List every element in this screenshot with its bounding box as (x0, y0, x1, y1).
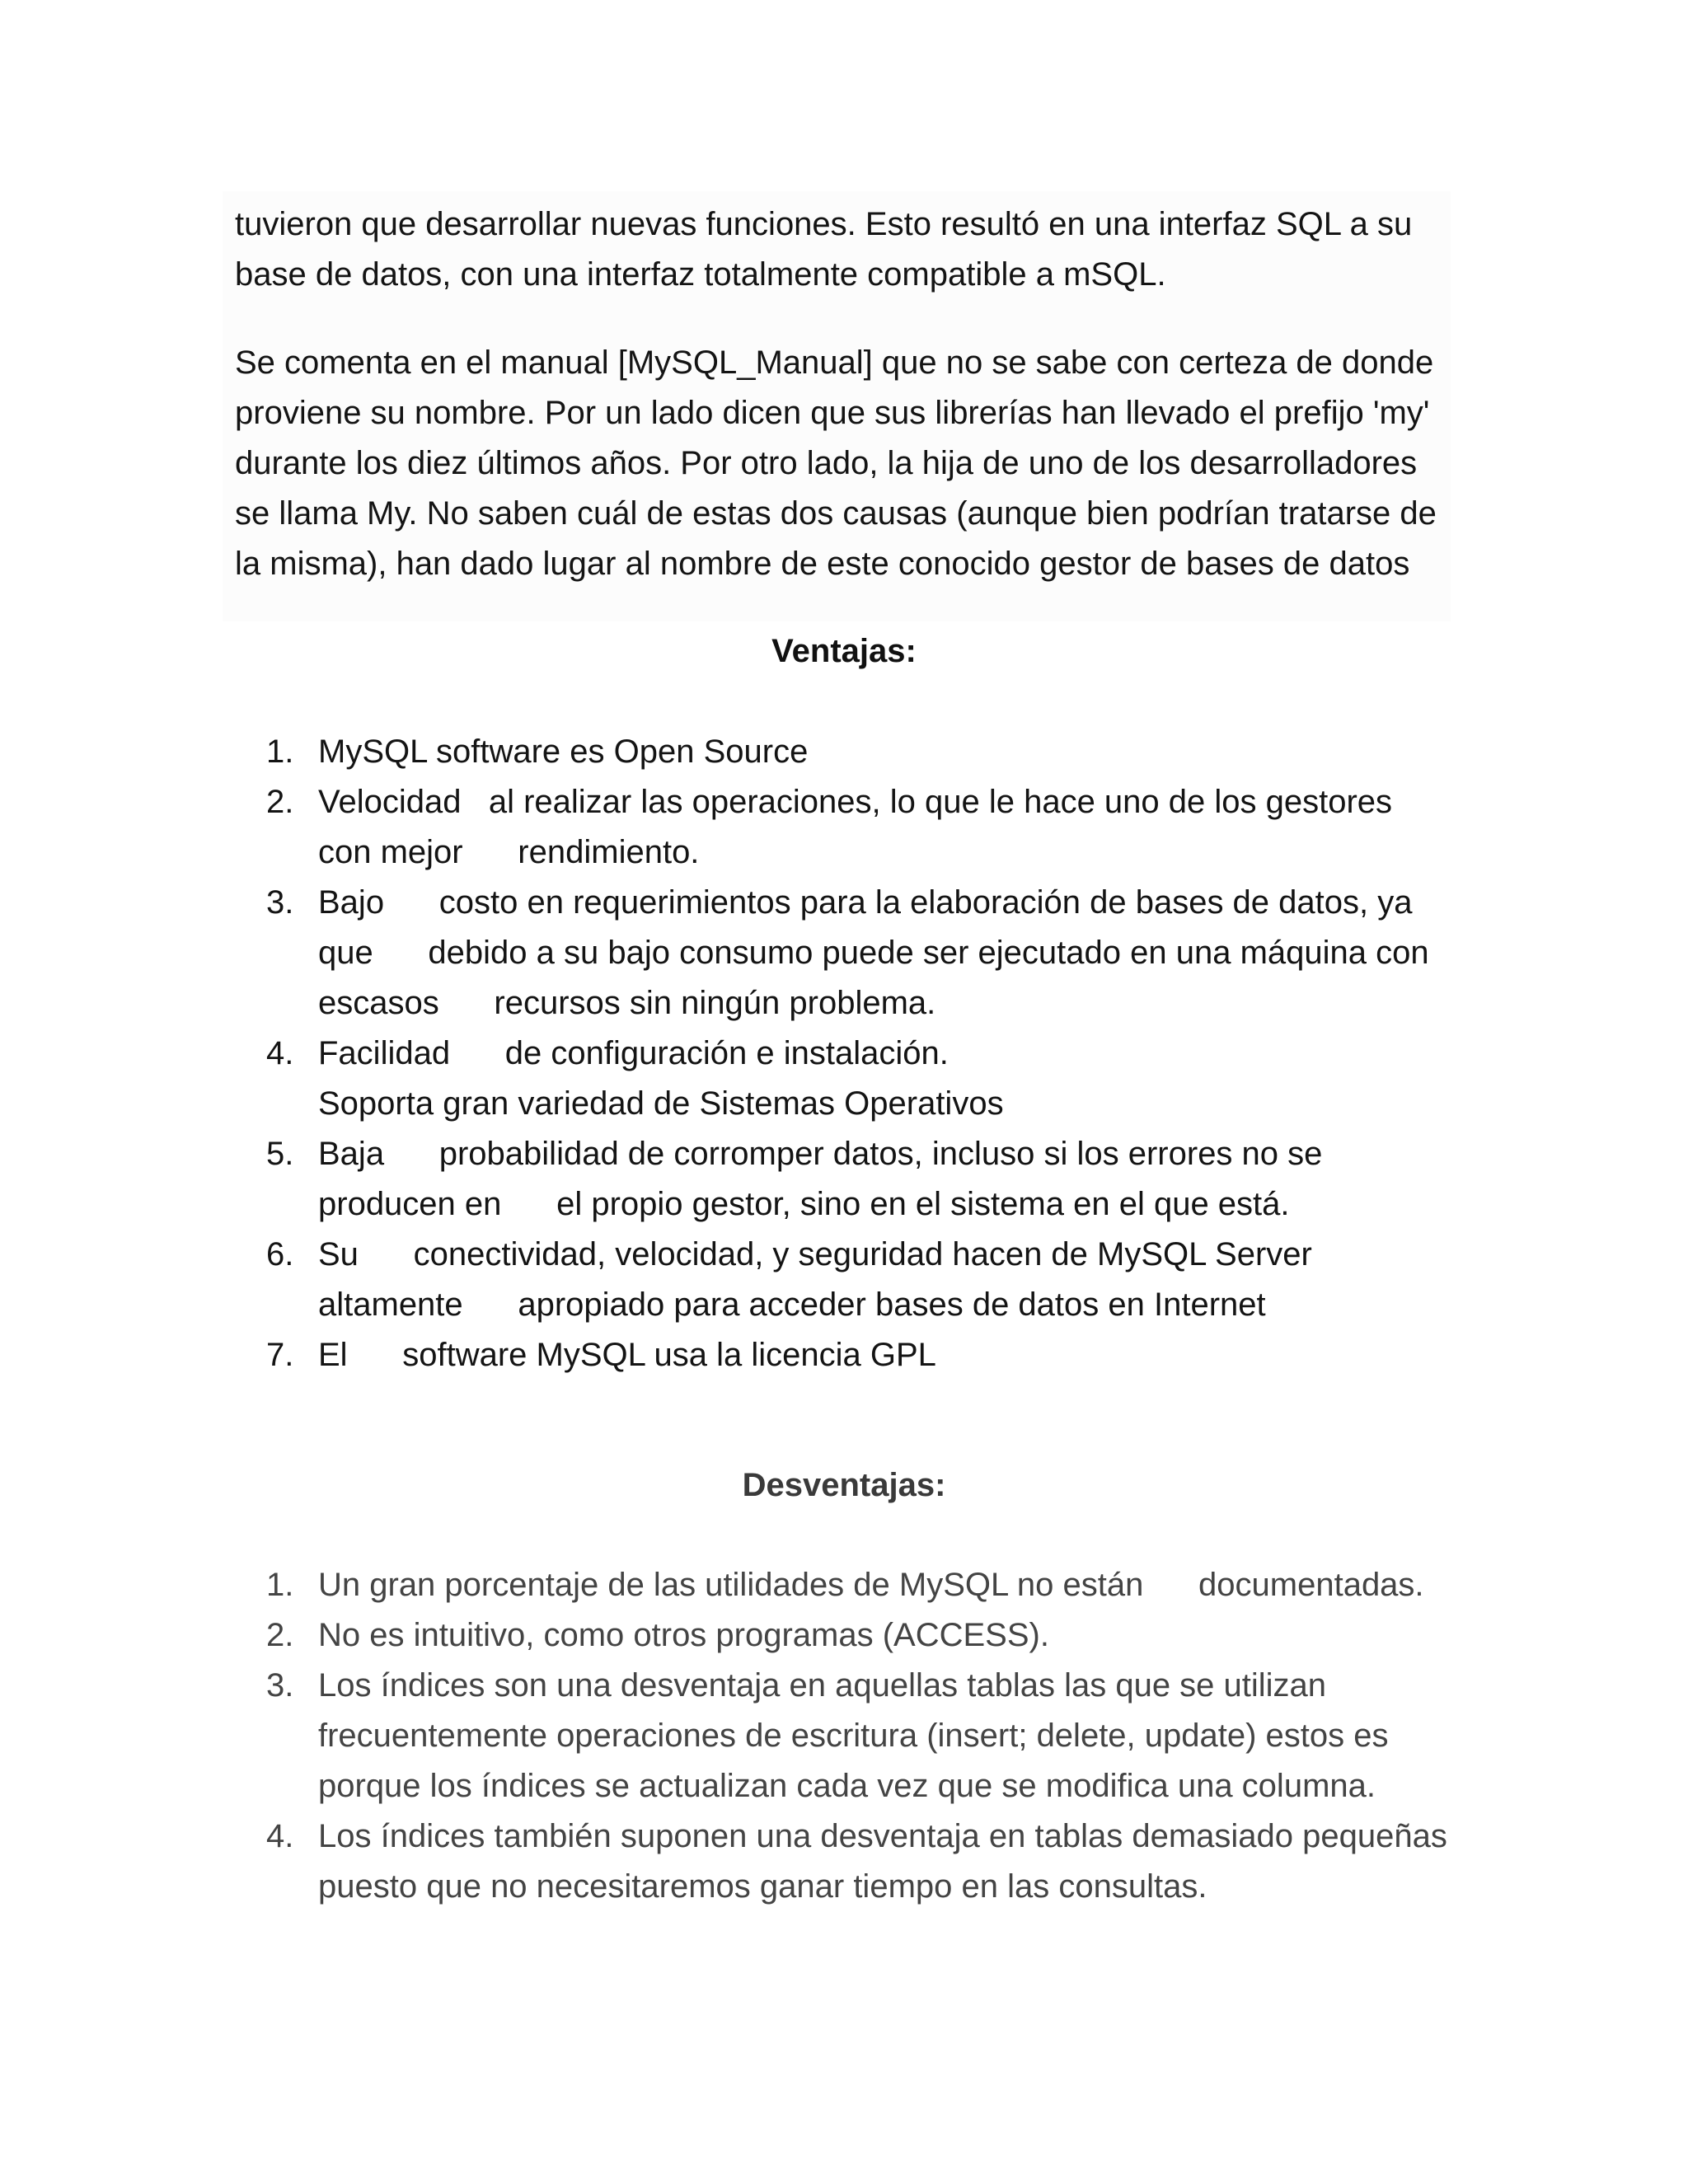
list-item-line: Velocidad al realizar las operaciones, lo que le hace uno de los gestores (318, 784, 1393, 820)
list-item-line: Los índices también suponen una desventaja en tablas demasiado pequeñas (318, 1818, 1447, 1854)
paragraph-line: proviene su nombre. Por un lado dicen que sus librerías han llevado el prefijo 'my' (235, 395, 1430, 431)
list-item-text (318, 1129, 1472, 1230)
list-number: 6. (266, 1236, 294, 1272)
paragraph-line: durante los diez últimos años. Por otro lado, la hija de uno de los desarrolladores (235, 445, 1418, 481)
list-item-text (318, 1330, 1472, 1380)
list-item-line: altamente apropiado para acceder bases de datos en Internet (318, 1286, 1266, 1323)
list-number: 2. (266, 1617, 294, 1653)
ventajas-item (0, 878, 1688, 1029)
list-item-text (318, 777, 1472, 878)
list-item-line: producen en el propio gestor, sino en el sistema en el que está. (318, 1186, 1290, 1222)
list-item-text (318, 727, 1472, 777)
list-item-text (318, 1811, 1472, 1912)
list-number: 4. (266, 1035, 294, 1071)
list-number: 1. (266, 733, 294, 770)
paragraph-line: Se comenta en el manual [MySQL_Manual] que no se sabe con certeza de donde (235, 344, 1434, 381)
list-number: 7. (266, 1337, 294, 1373)
list-item-line: El software MySQL usa la licencia GPL (318, 1337, 936, 1373)
list-number: 1. (266, 1567, 294, 1603)
paragraph-name-origin (235, 338, 1455, 589)
list-item-text (318, 1661, 1472, 1811)
list-item-text (318, 1560, 1472, 1610)
ventajas-item (0, 777, 1688, 878)
list-item-line: porque los índices se actualizan cada vez que se modifica una columna. (318, 1768, 1376, 1804)
list-item-line: Los índices son una desventaja en aquellas tablas las que se utilizan (318, 1667, 1327, 1704)
list-number: 2. (266, 784, 294, 820)
list-item-line: Baja probabilidad de corromper datos, incluso si los errores no se (318, 1136, 1323, 1172)
list-item-line: Facilidad de configuración e instalación. (318, 1035, 949, 1071)
paragraph-line: se llama My. No saben cuál de estas dos causas (aunque bien podrían tratarse de (235, 495, 1437, 532)
ventajas-item (0, 1129, 1688, 1230)
ventajas-item (0, 1330, 1688, 1380)
paragraph-origin-interface (235, 199, 1455, 300)
list-item-line: Un gran porcentaje de las utilidades de MySQL no están documentadas. (318, 1567, 1424, 1603)
list-item-line: MySQL software es Open Source (318, 733, 809, 770)
desventajas-item (0, 1661, 1688, 1811)
list-number: 3. (266, 884, 294, 921)
list-item-text (318, 1230, 1472, 1330)
list-item-text (318, 878, 1472, 1029)
desventajas-item (0, 1610, 1688, 1661)
list-item-line: Soporta gran variedad de Sistemas Operativos (318, 1085, 1004, 1122)
paragraph-line: tuvieron que desarrollar nuevas funciones. Esto resultó en una interfaz SQL a su (235, 206, 1413, 242)
ventajas-item (0, 1029, 1688, 1129)
list-number: 4. (266, 1818, 294, 1854)
ventajas-list (0, 727, 1688, 1380)
list-item-text (318, 1029, 1472, 1129)
list-item-line: con mejor rendimiento. (318, 834, 700, 870)
ventajas-item (0, 1230, 1688, 1330)
desventajas-list (0, 1560, 1688, 1912)
list-item-line: No es intuitivo, como otros programas (ACCESS). (318, 1617, 1049, 1653)
list-item-line: puesto que no necesitaremos ganar tiempo en las consultas. (318, 1868, 1207, 1905)
ventajas-item (0, 727, 1688, 777)
desventajas-heading: Desventajas: (742, 1467, 946, 1503)
desventajas-item (0, 1560, 1688, 1610)
ventajas-heading: Ventajas: (771, 633, 917, 669)
paragraph-line: la misma), han dado lugar al nombre de este conocido gestor de bases de datos (235, 546, 1410, 582)
list-item-line: escasos recursos sin ningún problema. (318, 985, 936, 1021)
list-item-line: Su conectividad, velocidad, y seguridad hacen de MySQL Server (318, 1236, 1312, 1272)
list-item-line: frecuentemente operaciones de escritura (insert; delete, update) estos es (318, 1718, 1389, 1754)
paragraph-line: base de datos, con una interfaz totalmente compatible a mSQL. (235, 256, 1166, 293)
list-item-line: que debido a su bajo consumo puede ser ejecutado en una máquina con (318, 935, 1429, 971)
list-number: 5. (266, 1136, 294, 1172)
list-item-line: Bajo costo en requerimientos para la elaboración de bases de datos, ya (318, 884, 1413, 921)
desventajas-item (0, 1811, 1688, 1912)
list-item-text (318, 1610, 1472, 1661)
list-number: 3. (266, 1667, 294, 1704)
